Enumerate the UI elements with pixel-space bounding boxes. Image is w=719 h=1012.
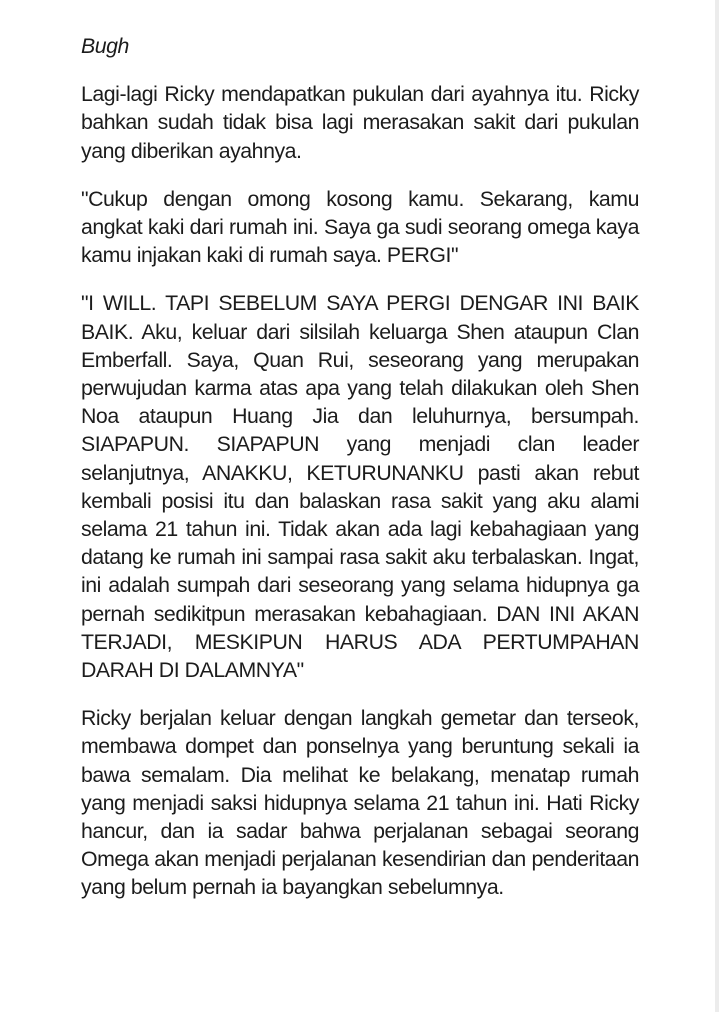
scrollbar-track[interactable]	[715, 0, 719, 1012]
paragraph-sound-effect: Bugh	[81, 34, 129, 58]
paragraph-ricky-oath: "I WILL. TAPI SEBELUM SAYA PERGI DENGAR INI BAIK BAIK. Aku, keluar dari silsilah keluarga Shen ataupun Clan Emberfall. Saya, Quan Rui, seseorang yang merupakan perwujudan karma atas apa yang telah dilakukan oleh Shen Noa ataupun Huang Jia dan leluhurnya, bersumpah. SIAPAPUN. SIAPAPUN yang menjadi clan leader selanjutnya, ANAKKU, KETURUNANKU pasti akan rebut kembali posisi itu dan balaskan rasa sakit yang aku alami selama 21 tahun ini. Tidak akan ada lagi kebahagiaan yang datang ke rumah ini sampai rasa sakit aku terbalaskan. Ingat, ini adalah sumpah dari seseorang yang selama hidupnya ga pernah sedikitpun merasakan kebahagiaan. DAN INI AKAN TERJADI, MESKIPUN HARUS ADA PERTUMPAHAN DARAH DI DALAMNYA"	[81, 291, 639, 683]
paragraph-narration-1: Lagi-lagi Ricky mendapatkan pukulan dari ayahnya itu. Ricky bahkan sudah tidak bisa lagi merasakan sakit dari pukulan yang diberikan ayahnya.	[81, 82, 639, 163]
document-page	[81, 32, 639, 922]
paragraph-father-dialogue: "Cukup dengan omong kosong kamu. Sekarang, kamu angkat kaki dari rumah ini. Saya ga sudi seorang omega kaya kamu injakan kaki di rumah saya. PERGI"	[81, 186, 639, 268]
paragraph-narration-2: Ricky berjalan keluar dengan langkah gemetar dan terseok, membawa dompet dan ponselnya yang beruntung sekali ia bawa semalam. Dia melihat ke belakang, menatap rumah yang menjadi saksi hidupnya selama 21 tahun ini. Hati Ricky hancur, dan ia sadar bahwa perjalanan sebagai seorang Omega akan menjadi perjalanan kesendirian dan penderitaan yang belum pernah ia bayangkan sebelumnya.	[81, 706, 639, 900]
